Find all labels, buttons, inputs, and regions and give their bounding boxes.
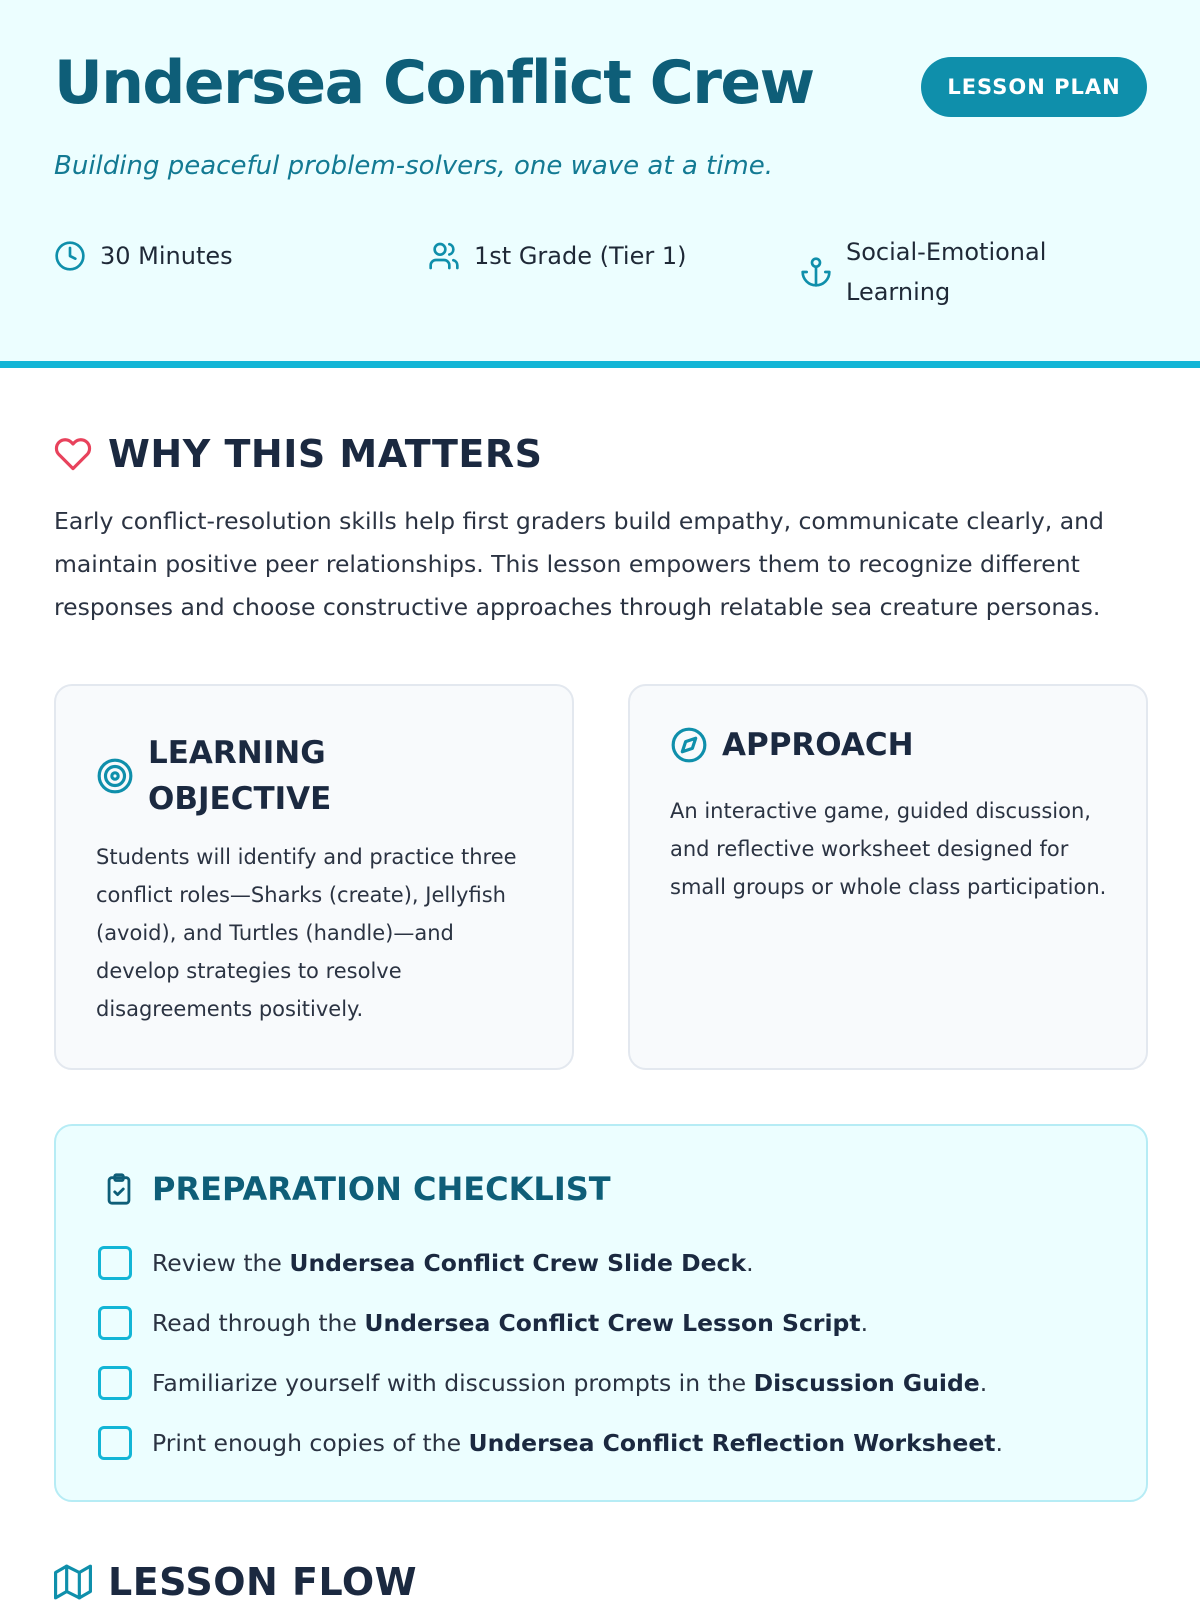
checklist-checkbox[interactable] <box>98 1426 132 1460</box>
lesson-flow-heading <box>54 1560 417 1600</box>
lesson-plan-badge: LESSON PLAN <box>921 57 1147 117</box>
checklist-item-bold: Undersea Conflict Crew Slide Deck <box>289 1249 747 1277</box>
page-title: Undersea Conflict Crew <box>54 48 814 118</box>
clock-icon <box>54 240 86 272</box>
checklist-item-bold: Undersea Conflict Crew Lesson Script <box>364 1309 861 1337</box>
checklist-heading-text: PREPARATION CHECKLIST <box>152 1170 611 1208</box>
map-icon <box>54 1563 92 1600</box>
checklist-item-bold: Undersea Conflict Reflection Worksheet <box>468 1429 996 1457</box>
checklist-item[interactable] <box>98 1246 754 1280</box>
objective-line: Students will identify and practice three <box>96 845 517 869</box>
lesson-header <box>0 0 1200 368</box>
checklist-item-post: . <box>860 1309 869 1337</box>
checklist-checkbox[interactable] <box>98 1246 132 1280</box>
meta-duration <box>54 236 233 276</box>
heart-icon <box>54 435 92 473</box>
approach-line: small groups or whole class participation. <box>670 875 1107 899</box>
meta-subject-text <box>846 232 1046 312</box>
meta-grade-text: 1st Grade (Tier 1) <box>474 242 687 270</box>
checklist-item[interactable] <box>98 1366 987 1400</box>
objective-line: (avoid), and Turtles (handle)—and <box>96 921 454 945</box>
objective-heading-line1: LEARNING <box>148 735 326 771</box>
checklist-item-post: . <box>979 1369 988 1397</box>
checklist-item[interactable] <box>98 1306 868 1340</box>
objective-heading-line2: OBJECTIVE <box>148 781 332 817</box>
why-section-heading <box>54 432 543 476</box>
clipboard-check-icon <box>102 1170 136 1208</box>
approach-text <box>670 792 1110 906</box>
objective-line: develop strategies to resolve <box>96 959 402 983</box>
learning-objective-card <box>54 684 574 1070</box>
lesson-flow-heading-text: LESSON FLOW <box>108 1560 418 1600</box>
approach-heading-text: APPROACH <box>722 727 914 763</box>
why-heading-text: WHY THIS MATTERS <box>108 432 543 476</box>
objective-line: conflict roles—Sharks (create), Jellyfish <box>96 883 506 907</box>
approach-heading <box>670 722 914 768</box>
approach-line: An interactive game, guided discussion, <box>670 799 1091 823</box>
meta-duration-text: 30 Minutes <box>100 242 233 270</box>
compass-icon <box>670 726 708 764</box>
meta-subject-line1: Social-Emotional <box>846 238 1047 266</box>
checklist-item-post: . <box>995 1429 1004 1457</box>
objective-line: disagreements positively. <box>96 997 364 1021</box>
preparation-checklist <box>54 1124 1148 1502</box>
checklist-checkbox[interactable] <box>98 1306 132 1340</box>
checklist-item-pre: Print enough copies of the <box>152 1429 469 1457</box>
objective-text <box>96 838 536 1028</box>
why-line: maintain positive peer relationships. This lesson empowers them to recognize different <box>54 550 1080 578</box>
checklist-heading <box>102 1170 611 1208</box>
checklist-checkbox[interactable] <box>98 1366 132 1400</box>
approach-line: and reflective worksheet designed for <box>670 837 1069 861</box>
approach-card <box>628 684 1148 1070</box>
meta-subject <box>800 232 1046 312</box>
checklist-item-pre: Familiarize yourself with discussion prompts in the <box>152 1369 754 1397</box>
why-line: Early conflict-resolution skills help first graders build empathy, communicate clearly, and <box>54 507 1104 535</box>
target-icon <box>96 757 134 795</box>
page-subtitle: Building peaceful problem-solvers, one wave at a time. <box>54 151 774 181</box>
meta-subject-line2: Learning <box>846 278 951 306</box>
checklist-item-post: . <box>746 1249 754 1277</box>
users-icon <box>428 240 460 272</box>
objective-heading <box>96 730 331 822</box>
why-line: responses and choose constructive approaches through relatable sea creature personas. <box>54 593 1101 621</box>
anchor-icon <box>800 256 832 288</box>
checklist-item-text <box>152 1369 987 1397</box>
checklist-item-bold: Discussion Guide <box>753 1369 980 1397</box>
checklist-item-text <box>152 1429 1003 1457</box>
checklist-item[interactable] <box>98 1426 1003 1460</box>
checklist-item-text <box>152 1309 868 1337</box>
meta-grade <box>428 236 686 276</box>
checklist-item-text <box>152 1249 754 1277</box>
why-paragraph <box>54 500 1154 629</box>
checklist-item-pre: Read through the <box>152 1309 365 1337</box>
checklist-item-pre: Review the <box>152 1249 290 1277</box>
objective-heading-text <box>148 730 331 822</box>
